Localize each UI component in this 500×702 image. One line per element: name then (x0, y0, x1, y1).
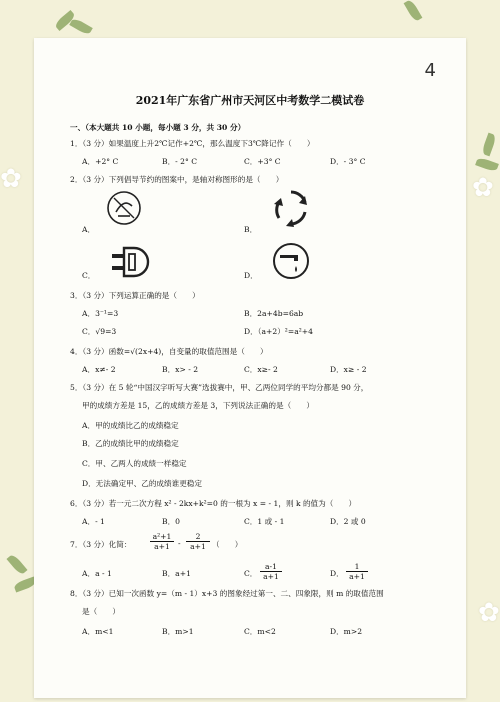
save-water-hand-icon (106, 190, 142, 226)
fraction-2-denominator: a+1 (190, 542, 206, 551)
option-c: C．x≥- 2 (244, 365, 278, 374)
option-c: C．甲、乙两人的成绩一样稳定 (82, 459, 187, 468)
option-a: A．+2° C (82, 157, 119, 166)
question-7-options (82, 562, 442, 584)
leaf-decoration (6, 553, 27, 576)
fraction-2-numerator: 2 (186, 532, 210, 542)
option-b: B．x> - 2 (162, 365, 199, 374)
option-d: D．x≥ - 2 (330, 365, 367, 374)
option-d-numerator: 1 (346, 562, 368, 572)
option-a: A．m<1 (82, 627, 114, 636)
option-b: B．m>1 (162, 627, 194, 636)
leaf-decoration (69, 17, 93, 36)
question-4-stem: 4．（3 分）函数=√(2x+4)，自变量的取值范围是（ ） (70, 347, 268, 356)
option-c: C． (82, 271, 96, 280)
option-c-numerator: a-1 (260, 562, 282, 572)
question-1-stem: 1．（3 分）如果温度上升2℃记作+2℃，那么温度下3℃降记作（ ） (70, 139, 315, 148)
power-plug-icon (106, 244, 150, 280)
option-b: B．a+1 (162, 569, 191, 578)
question-7-suffix: （ ） (212, 540, 243, 549)
leaf-decoration (475, 157, 499, 173)
option-d: D． (244, 271, 258, 280)
option-b: B． (244, 225, 258, 234)
recycle-arrows-icon (272, 188, 310, 228)
option-c-denominator: a+1 (263, 572, 279, 581)
option-c: C．1 或 - 1 (244, 517, 285, 526)
option-d-denominator: a+1 (349, 572, 365, 581)
water-tap-icon (272, 242, 310, 280)
option-c: C．√9=3 (82, 327, 117, 336)
fraction-2 (186, 532, 210, 551)
option-a: A．- 1 (82, 517, 105, 526)
option-c: C．m<2 (244, 627, 276, 636)
exam-title: 2021年广东省广州市天河区中考数学二模试卷 (135, 94, 365, 107)
question-5-stem: 5．（3 分）在 5 轮“中国汉字听写大赛”选拔赛中，甲、乙两位同学的平均分都是 90 分， (70, 383, 369, 392)
option-b: B．乙的成绩比甲的成绩稳定 (82, 439, 179, 448)
option-b: B．- 2° C (162, 157, 198, 166)
minus-sign: - (178, 539, 181, 548)
option-d: D．m>2 (330, 627, 363, 636)
fraction-1 (150, 532, 174, 551)
flower-decoration: ✿ (472, 173, 494, 203)
exam-paper (34, 38, 466, 698)
option-a: A．甲的成绩比乙的成绩稳定 (82, 421, 179, 430)
section-header: 一、（本大题共 10 小题，每小题 3 分，共 30 分） (70, 123, 246, 132)
question-7-stem (70, 532, 442, 556)
option-d-label: D． (330, 569, 344, 578)
option-c: C．+3° C (244, 157, 281, 166)
option-c-label: C． (244, 569, 258, 578)
question-8-stem-cont: 是（ ） (82, 607, 120, 616)
page-number: 4 (424, 60, 436, 81)
leaf-decoration (481, 133, 497, 157)
option-a: A．a - 1 (82, 569, 112, 578)
option-d: D．无法确定甲、乙的成绩谁更稳定 (82, 479, 202, 488)
question-3-stem: 3．（3 分）下列运算正确的是（ ） (70, 291, 200, 300)
option-a: A．3⁻¹=3 (82, 309, 119, 318)
option-a: A． (82, 225, 96, 234)
question-6-stem: 6．（3 分）若一元二次方程 x² - 2kx+k²=0 的一根为 x = - 1，则 k 的值为（ ） (70, 499, 357, 508)
leaf-decoration (404, 0, 423, 22)
question-5-stem-cont: 甲的成绩方差是 15，乙的成绩方差是 3，下列说法正确的是（ ） (82, 401, 314, 410)
question-2-stem: 2．（3 分）下列倡导节约的图案中，是轴对称图形的是（ ） (70, 175, 284, 184)
question-7-prefix: 7．（3 分）化简： (70, 540, 132, 549)
flower-decoration: ✿ (478, 598, 500, 628)
question-8-stem: 8．（3 分）已知一次函数 y=（m - 1）x+3 的图象经过第一、二、四象限，则 m 的取值范围 (70, 589, 384, 598)
option-b: B．2a+4b=6ab (244, 309, 304, 318)
fraction-1-numerator: a²+1 (150, 532, 174, 542)
option-d-fraction (346, 562, 368, 581)
option-d: D．（a+2）²=a²+4 (244, 327, 313, 336)
option-d: D．2 或 0 (330, 517, 366, 526)
option-d: D．- 3° C (330, 157, 366, 166)
option-b: B．0 (162, 517, 181, 526)
option-c-fraction (260, 562, 282, 581)
flower-decoration: ✿ (0, 164, 22, 194)
fraction-1-denominator: a+1 (154, 542, 170, 551)
option-a: A．x≠- 2 (82, 365, 116, 374)
